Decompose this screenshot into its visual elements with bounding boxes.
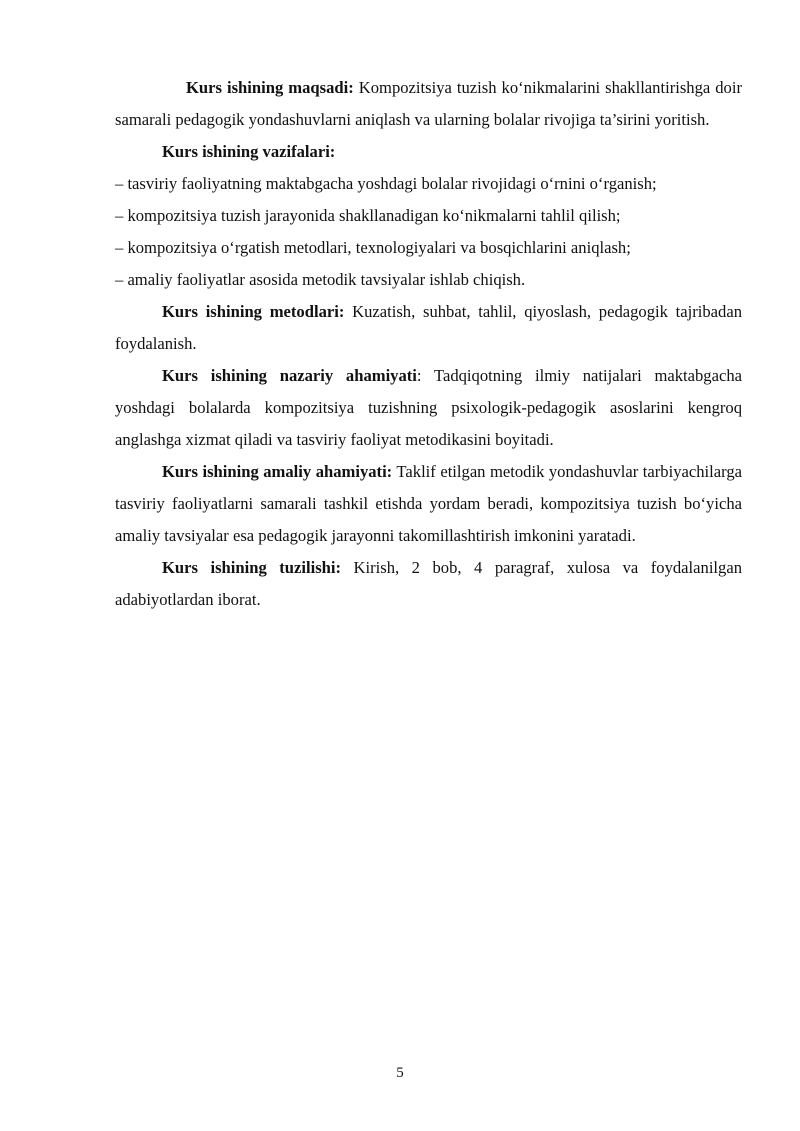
page-body (115, 72, 742, 616)
theoretical-significance-paragraph (115, 360, 742, 456)
task-item: – kompozitsiya o‘rgatish metodlari, texnologiyalari va bosqichlarini aniqlash; (115, 238, 631, 257)
methods-label: Kurs ishining metodlari: (162, 302, 345, 321)
theoretical-significance-label: Kurs ishining nazariy ahamiyati (162, 366, 417, 385)
purpose-text: Kompozitsiya tuzish ko‘nikmalarini shakllantirishga doir samarali pedagogik yondashuvlarni aniqlash va ularning bolalar rivojiga ta’sirini yoritish. (115, 78, 742, 129)
task-item: – kompozitsiya tuzish jarayonida shakllanadigan ko‘nikmalarni tahlil qilish; (115, 206, 621, 225)
purpose-paragraph (115, 72, 742, 136)
practical-significance-text: Taklif etilgan metodik yondashuvlar tarbiyachilarga tasviriy faoliyatlarni samarali tashkil etishda yordam beradi, kompozitsiya tuzish bo‘yicha amaliy tavsiyalar esa pedagogik jarayonni takomillashtirish imkonini yaratadi. (115, 462, 742, 545)
tasks-label: Kurs ishining vazifalari: (162, 142, 336, 161)
page-number: 5 (396, 1065, 404, 1081)
structure-label: Kurs ishining tuzilishi: (162, 558, 342, 577)
practical-significance-label: Kurs ishining amaliy ahamiyati: (162, 462, 393, 481)
practical-significance-paragraph (115, 456, 742, 552)
theoretical-significance-text: : Tadqiqotning ilmiy natijalari maktabgacha yoshdagi bolalarda kompozitsiya tuzishning psixologik-pedagogik asoslarini kengroq anglashga xizmat qiladi va tasviriy faoliyat metodikasini boyitadi. (115, 366, 742, 449)
task-item: – tasviriy faoliyatning maktabgacha yoshdagi bolalar rivojidagi o‘rnini o‘rganish; (115, 174, 657, 193)
purpose-label: Kurs ishining maqsadi: (186, 78, 354, 97)
task-item: – amaliy faoliyatlar asosida metodik tavsiyalar ishlab chiqish. (115, 270, 526, 289)
structure-text: Kirish, 2 bob, 4 paragraf, xulosa va foydalanilgan adabiyotlardan iborat. (115, 558, 742, 609)
methods-text: Kuzatish, suhbat, tahlil, qiyoslash, pedagogik tajribadan foydalanish. (115, 302, 742, 353)
structure-paragraph (115, 552, 742, 616)
methods-paragraph (115, 296, 742, 360)
tasks-heading-paragraph (115, 136, 742, 168)
